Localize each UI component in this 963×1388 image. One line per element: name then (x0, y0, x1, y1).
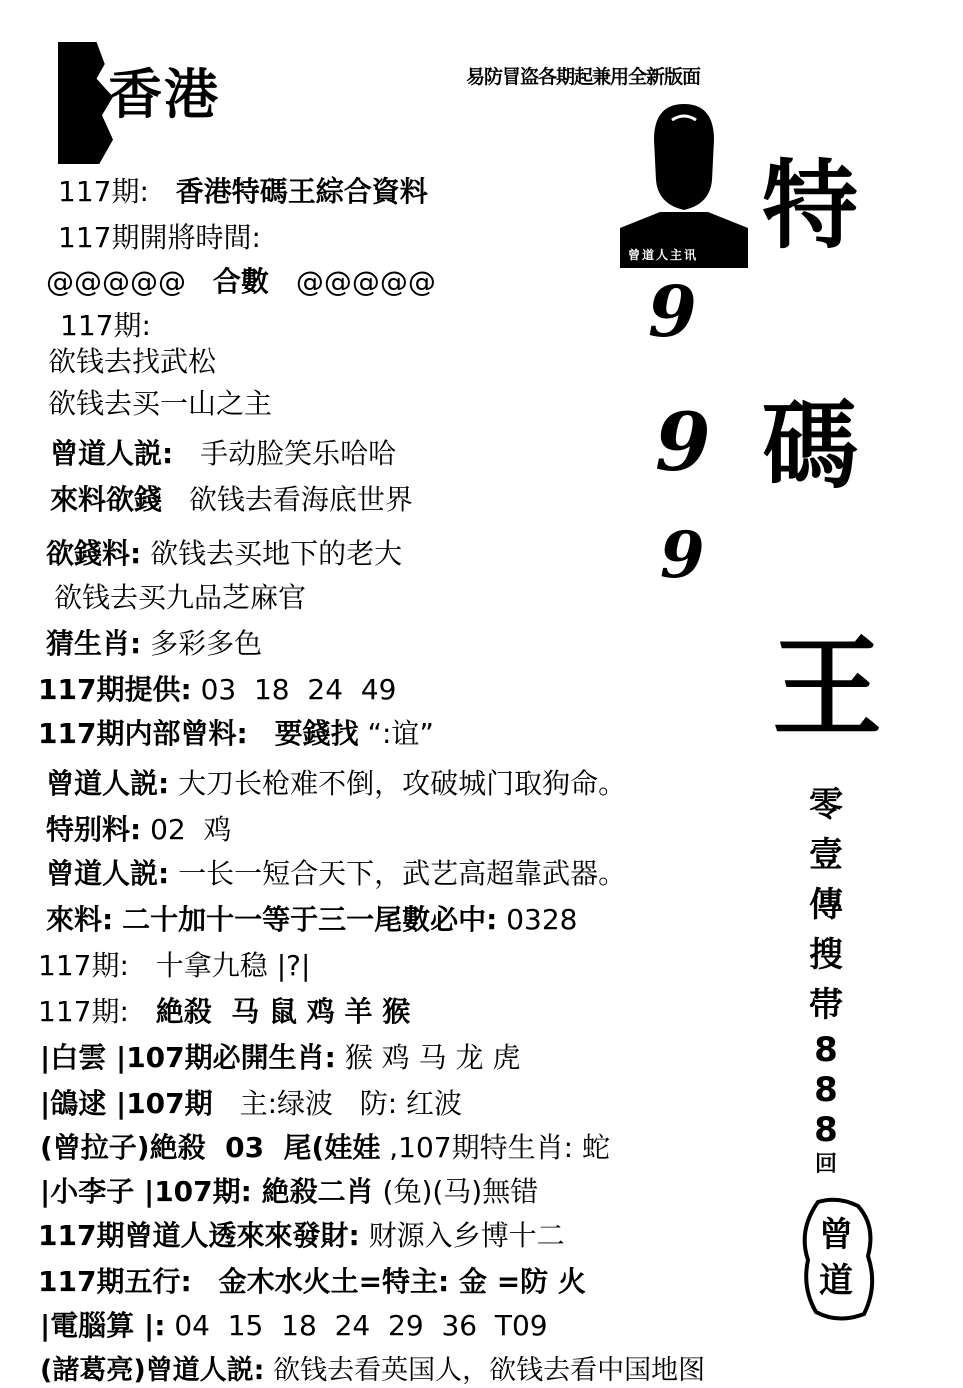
vertical-char: 零 (809, 785, 843, 825)
line-13 (38, 712, 434, 752)
line-3 (46, 260, 436, 300)
line-12 (38, 668, 396, 708)
title-char-wang: 王 (772, 623, 882, 752)
line-label: 117期: (60, 309, 151, 342)
line-label: |白雲 |107期必開生肖: (40, 1041, 336, 1074)
line-label: 117期: (38, 949, 129, 982)
line-value: (兔)(马)無错 (382, 1175, 539, 1208)
line-value: 香港特碼王綜合資料 (175, 175, 428, 208)
line-value: 大刀长枪难不倒，攻破城门取狗命。 (178, 767, 627, 800)
line-17 (46, 898, 577, 938)
line-26 (40, 1304, 548, 1344)
line-2 (58, 216, 261, 256)
vertical-char: 帯 (809, 985, 843, 1025)
line-24 (38, 1214, 565, 1254)
seal-char: 曾 (819, 1215, 853, 1255)
line-label: 117期五行: (38, 1265, 192, 1298)
line-label: @@@@@ (46, 265, 186, 298)
line-19 (38, 990, 410, 1030)
line-9 (46, 532, 402, 572)
line-label: 欲錢料: (46, 537, 142, 570)
line-value: 多彩多色 (150, 627, 263, 660)
line-21 (40, 1082, 462, 1122)
line-label: 特别料: (46, 813, 142, 846)
line-label: |電腦算 |: (40, 1309, 166, 1342)
line-15 (46, 808, 232, 848)
line-value: 金木水火土=特主: 金 =防 火 (218, 1265, 586, 1298)
vertical-char: 回 (814, 1152, 837, 1177)
line-label: 117期: (38, 995, 129, 1028)
logo-title: 香港 (108, 63, 220, 126)
line-4 (60, 304, 151, 344)
line-7 (50, 432, 396, 472)
line-value: 合數 (212, 265, 269, 298)
portrait-caption: 曾道人主讯 (628, 248, 699, 262)
line-value: 猴 鸡 马 龙 虎 (344, 1041, 521, 1074)
seal-char: 道 (819, 1261, 853, 1301)
line-16 (46, 852, 626, 892)
portrait-image (620, 100, 748, 268)
line-value: 欲钱去买地下的老大 (150, 537, 403, 570)
vertical-char: 傳 (809, 885, 843, 925)
title-char-ma: 碼 (762, 389, 858, 502)
line-label: 曾道人説: (46, 767, 170, 800)
line-11 (46, 622, 262, 662)
line-label: (曾拉子)絶殺 03 尾(娃娃 (40, 1131, 381, 1164)
vertical-char: 8 (814, 1070, 838, 1110)
line-label: |小李子 |107期: 絶殺二肖 (40, 1175, 374, 1208)
line-label: 117期提供: (38, 673, 192, 706)
line-22 (40, 1126, 610, 1166)
line-label: 117期開將時間: (58, 221, 261, 254)
vertical-char: 壹 (809, 835, 843, 875)
line-value: 十拿九稳 |?| (155, 949, 311, 982)
line-label: 來料: (46, 903, 114, 936)
line-6 (48, 382, 272, 422)
line-5 (48, 340, 216, 380)
line-value: ,107期特生肖: 蛇 (389, 1131, 610, 1164)
line-label: 曾道人説: (50, 437, 174, 470)
line-extra: “:谊” (367, 717, 434, 750)
line-10 (54, 576, 306, 616)
line-label: (諸葛亮)曾道人説: (40, 1355, 265, 1386)
line-label: 117期: (58, 175, 149, 208)
line-label: 欲钱去找武松 (48, 345, 217, 378)
nine-digit-2: 9 (655, 395, 711, 489)
line-value: 04 15 18 24 29 36 T09 (174, 1309, 548, 1342)
line-value: 手动脸笑乐哈哈 (200, 437, 397, 470)
line-value: 财源入乡博十二 (368, 1219, 565, 1252)
line-8 (50, 478, 413, 518)
line-value: 02 鸡 (150, 813, 232, 846)
line-value: 欲钱去看英国人，欲钱去看中国地图 (273, 1355, 706, 1386)
line-value: 欲钱去看海底世界 (188, 483, 413, 516)
line-20 (40, 1036, 520, 1076)
line-value: 主:绿波 防: 红波 (239, 1087, 463, 1120)
line-27 (40, 1348, 705, 1387)
line-18 (38, 944, 310, 984)
seal-text (808, 1212, 864, 1304)
line-label: 猜生肖: (46, 627, 142, 660)
line-label: 欲钱去买九品芝麻官 (54, 581, 307, 614)
line-label: 117期内部曾料: (38, 717, 248, 750)
line-label: 曾道人説: (46, 857, 170, 890)
line-label: 來料欲錢 (50, 483, 163, 516)
line-23 (40, 1170, 538, 1210)
vertical-char: 8 (814, 1030, 838, 1070)
title-char-te: 特 (762, 149, 858, 262)
line-value: 二十加十一等于三一尾數必中: (122, 903, 498, 936)
logo-ink-block (58, 42, 113, 164)
line-label: |鴿逑 |107期 (40, 1087, 213, 1120)
line-value: 03 18 24 49 (200, 673, 397, 706)
vertical-char: 搜 (809, 935, 843, 975)
line-extra: @@@@@ (295, 265, 436, 298)
top-note: 易防冒盗各期起兼用全新版面 (466, 66, 701, 88)
line-1 (58, 170, 428, 210)
line-label: 117期曾道人透來來發財: (38, 1219, 360, 1252)
line-25 (38, 1260, 586, 1300)
nine-digit-3: 9 (660, 518, 705, 593)
line-extra: 0328 (506, 903, 578, 936)
line-value: 一长一短合天下，武艺高超靠武器。 (178, 857, 627, 890)
line-label: 欲钱去买一山之主 (48, 387, 273, 420)
line-14 (46, 762, 626, 802)
vertical-char: 8 (814, 1110, 838, 1150)
line-value: 絶殺 马 鼠 鸡 羊 猴 (155, 995, 411, 1028)
line-value: 要錢找 (274, 717, 359, 750)
nine-digit-1: 9 (648, 270, 697, 353)
vertical-text (796, 780, 856, 1180)
